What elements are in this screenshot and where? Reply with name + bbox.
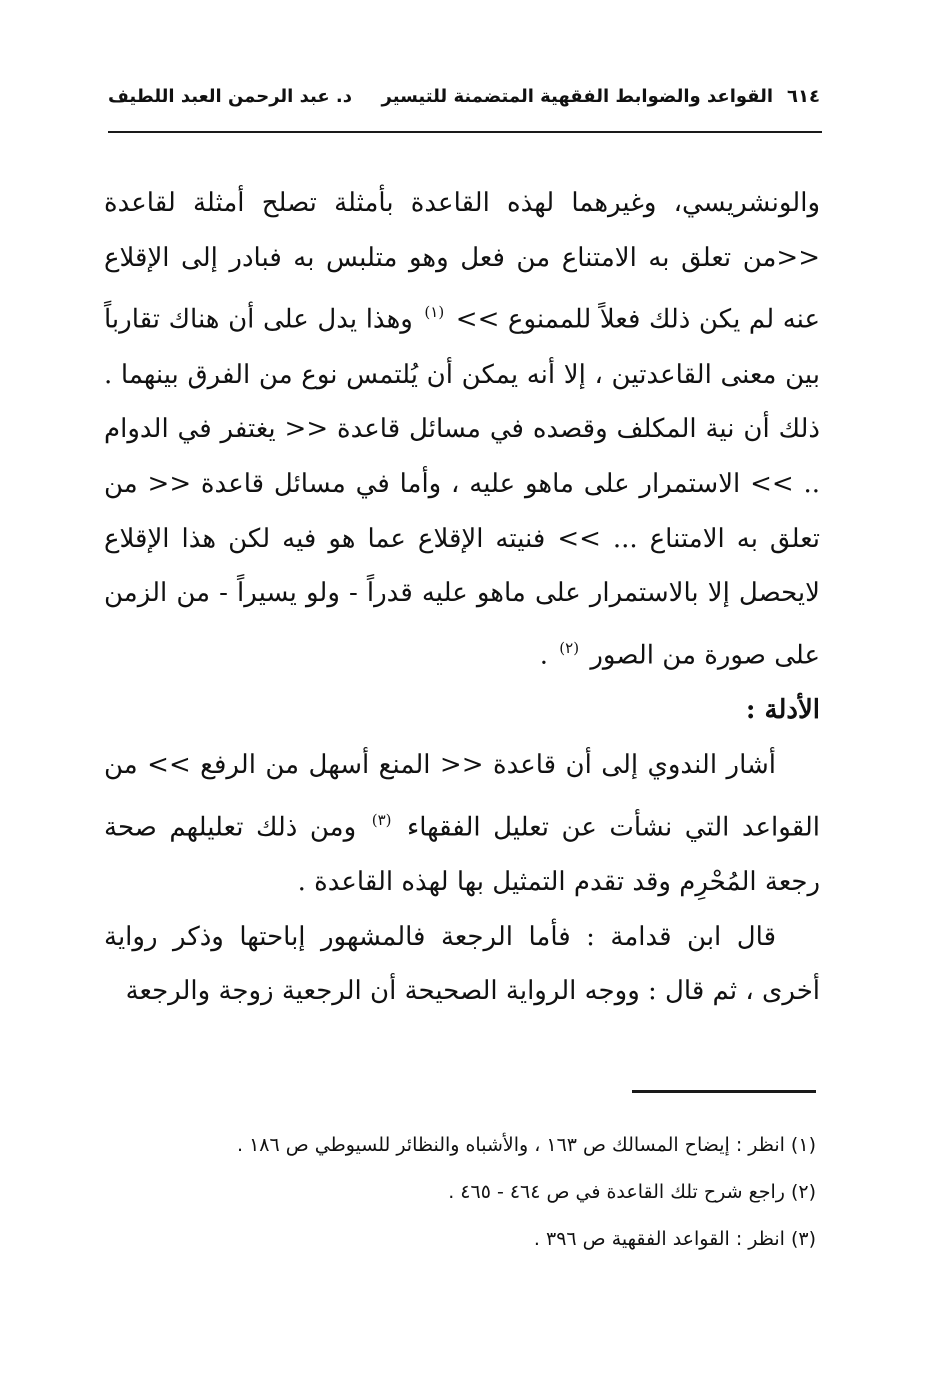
footnote-2: (٢) راجع شرح تلك القاعدة في ص ٤٦٤ - ٤٦٥ . — [448, 1181, 816, 1203]
header-right — [382, 86, 820, 107]
footnote-marker-1: (١) — [424, 303, 445, 322]
footnotes — [104, 1122, 816, 1263]
paragraph-2 — [104, 738, 820, 910]
paragraph-1 — [104, 176, 820, 683]
footnote-separator — [632, 1090, 816, 1093]
header-rule — [108, 131, 822, 133]
footnote-3: (٣) انظر : القواعد الفقهية ص ٣٩٦ . — [533, 1228, 816, 1250]
book-title: القواعد والضوابط الفقهية المتضمنة للتيسير — [381, 86, 774, 107]
paragraph-2-part-1: أشار الندوي إلى أن قاعدة << المنع أسهل من الرفع >> من القواعد التي نشأت عن تعليل الفقهاء — [104, 750, 821, 843]
section-heading: الأدلة : — [745, 695, 820, 726]
paragraph-2-part-2: ومن ذلك تعليلهم صحة رجعة المُحْرِم وقد تقدم التمثيل بها لهذه القاعدة . — [104, 812, 820, 897]
page-number: ٦١٤ — [787, 86, 820, 107]
footnote-marker-3: (٣) — [371, 810, 392, 829]
running-header — [108, 86, 820, 116]
main-text — [104, 176, 820, 1019]
paragraph-3: قال ابن قدامة : فأما الرجعة فالمشهور إباحتها وذكر رواية أخرى ، ثم قال : ووجه الرواية الصحيحة أن الرجعية زوجة والرجعة — [104, 921, 820, 1007]
paragraph-1-part-2: وهذا يدل على أن هناك تقارباً بين معنى القاعدتين ، إلا أنه يمكن أن يُلتمس نوع من الفرق بينهما . ذلك أن نية المكلف وقصده في مسائل قاعدة << يغتفر في الدوام .. >> الاستمرار على ماهو عليه ، وأما في مسائل قاعدة << من تعلق به الامتناع ... >> فنيته الإقلاع عما هو فيه لكن هذا الإقلاع لايحصل إلا بالاستمرار على ماهو عليه قدراً - ولو يسيراً - من الزمن على صورة من الصور — [104, 304, 820, 671]
footnote-marker-2: (٢) — [559, 639, 580, 658]
author-name: د. عبد الرحمن العبد اللطيف — [108, 86, 352, 107]
paragraph-1-part-1: والونشريسي، وغيرهما لهذه القاعدة بأمثلة تصلح أمثلة لقاعدة <<من تعلق به الامتناع من فعل وهو متلبس به فبادر إلى الإقلاع عنه لم يكن ذلك فعلاً للممنوع >> — [104, 188, 820, 335]
paragraph-1-end: . — [539, 640, 549, 671]
footnote-1: (١) انظر : إيضاح المسالك ص ١٦٣ ، والأشباه والنظائر للسيوطي ص ١٨٦ . — [236, 1134, 816, 1156]
